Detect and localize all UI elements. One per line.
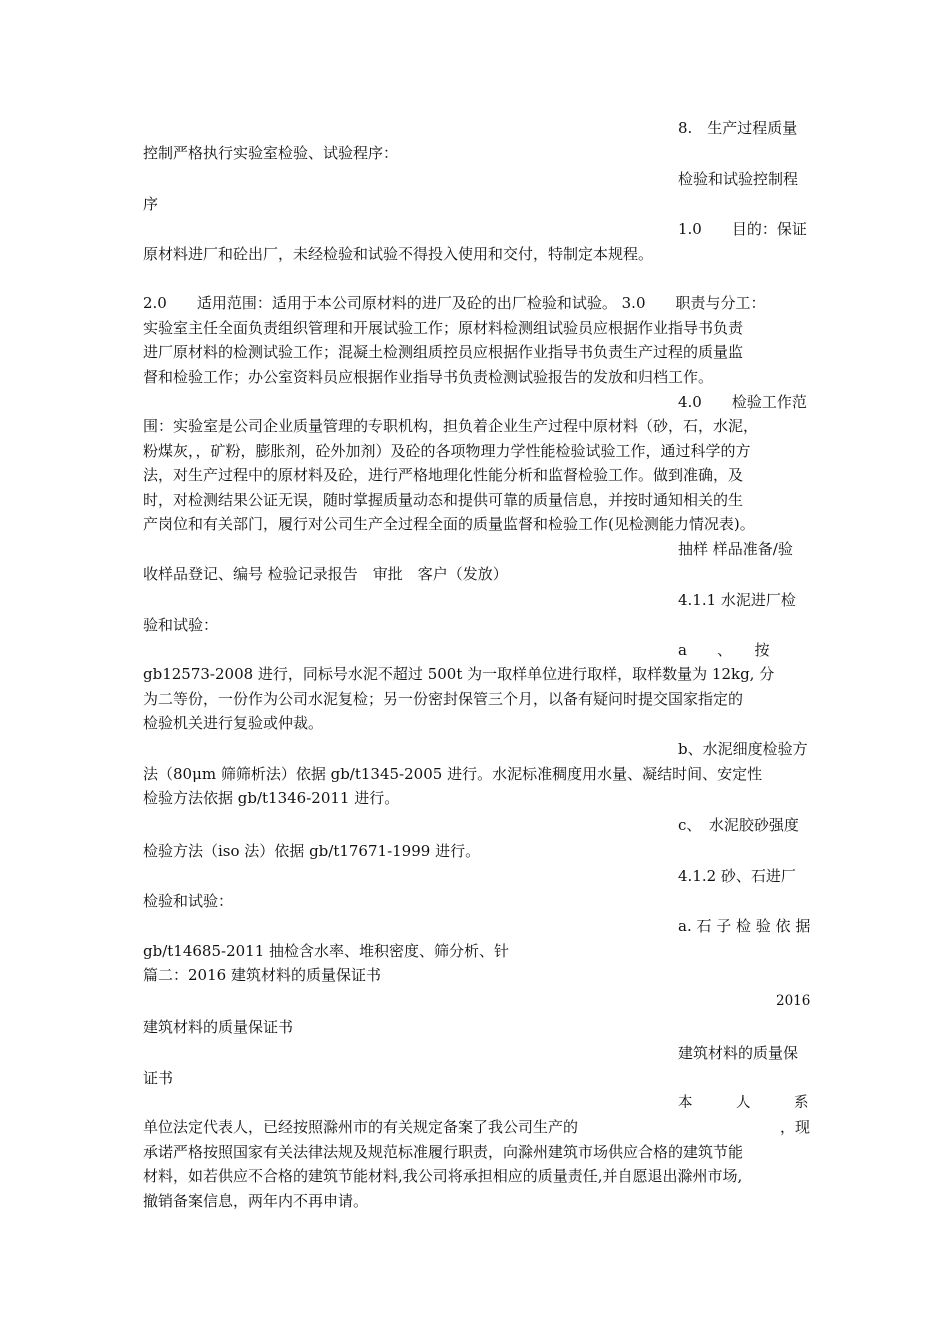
text-line: 承诺严格按照国家有关法律法规及规范标准履行职责，向滁州建筑市场供应合格的建筑节能 — [143, 1143, 744, 1161]
text-line: 撤销备案信息，两年内不再申请。 — [143, 1192, 369, 1210]
text-line: 法，对生产过程中的原材料及砼，进行严格地理化性能分析和监督检验工作。做到准确，及 — [143, 466, 744, 484]
text-line: 控制严格执行实验室检验、试验程序： — [143, 144, 399, 162]
text-line: 检验和试验： — [143, 892, 234, 910]
text-line: 单位法定代表人，已经按照滁州市的有关规定备案了我公司生产的 — [143, 1118, 579, 1136]
text-line: gb/t14685-2011 抽检含水率、堆积密度、筛分析、针 — [143, 942, 510, 960]
text-line: 4.0 检验工作范 — [678, 393, 807, 411]
text-line: 检验和试验控制程 — [678, 170, 799, 188]
text-line: 抽样 样品准备/验 — [678, 540, 793, 558]
text-line: 材料，如若供应不合格的建筑节能材料,我公司将承担相应的质量责任,并自愿退出滁州市场, — [143, 1167, 743, 1185]
text-line: a. 石 子 检 验 依 据 — [678, 917, 811, 935]
text-line: 为二等份，一份作为公司水泥复检；另一份密封保管三个月，以备有疑问时提交国家指定的 — [143, 690, 744, 708]
text-line: gb12573-2008 进行，同标号水泥不超过 500t 为一取样单位进行取样，取样数量为 12kg, 分 — [143, 665, 775, 683]
text-line: 建筑材料的质量保证书 — [143, 1018, 294, 1036]
text-line: 法（80μm 筛筛析法）依据 gb/t1345-2005 进行。水泥标准稠度用水量、凝结时间、安定性 — [143, 765, 763, 783]
text-line: 4.1.2 砂、石进厂 — [678, 867, 796, 885]
text-line: 4.1.1 水泥进厂检 — [678, 591, 796, 609]
text-line: a 、 按 — [678, 641, 770, 659]
text-line: 粉煤灰，，矿粉，膨胀剂，砼外加剂）及砼的各项物理力学性能检验试验工作，通过科学的方 — [143, 442, 751, 460]
text-line: 2.0 适用范围：适用于本公司原材料的进厂及砼的出厂检验和试验。 3.0 职责与分工： — [143, 294, 766, 312]
text-line: 8. 生产过程质量 — [678, 119, 798, 137]
text-line: c、 水泥胶砂强度 — [678, 816, 799, 834]
text-line: 收样品登记、编号 检验记录报告 审批 客户（发放） — [143, 565, 508, 583]
text-line: 建筑材料的质量保 — [678, 1044, 799, 1062]
text-line: 产岗位和有关部门，履行对公司生产全过程全面的质量监督和检验工作(见检测能力情况表)。 — [143, 515, 755, 533]
text-line: 进厂原材料的检测试验工作；混凝土检测组质控员应根据作业指导书负责生产过程的质量监 — [143, 343, 744, 361]
text-line: 检验机关进行复验或仲裁。 — [143, 714, 324, 732]
text-line: ，现 — [779, 1118, 810, 1136]
text-line: 围：实验室是公司企业质量管理的专职机构，担负着企业生产过程中原材料（砂，石，水泥， — [143, 417, 759, 435]
text-line: 证书 — [143, 1069, 174, 1087]
text-line: b、水泥细度检验方 — [678, 740, 808, 758]
text-line: 2016 — [776, 993, 811, 1009]
text-line: 检验方法依据 gb/t1346-2011 进行。 — [143, 789, 400, 807]
text-line: 篇二：2016 建筑材料的质量保证书 — [143, 966, 381, 984]
text-line: 检验方法（iso 法）依据 gb/t17671-1999 进行。 — [143, 842, 481, 860]
text-line: 原材料进厂和砼出厂，未经检验和试验不得投入使用和交付，特制定本规程。 — [143, 245, 654, 263]
text-line: 实验室主任全面负责组织管理和开展试验工作；原材料检测组试验员应根据作业指导书负责 — [143, 319, 744, 337]
text-line: 时，对检测结果公证无误，随时掌握质量动态和提供可靠的质量信息，并按时通知相关的生 — [143, 491, 744, 509]
text-line: 序 — [143, 195, 159, 213]
text-line: 督和检验工作；办公室资料员应根据作业指导书负责检测试验报告的发放和归档工作。 — [143, 368, 714, 386]
text-line: 本 人 系 — [678, 1095, 809, 1111]
text-line: 1.0 目的：保证 — [678, 220, 807, 238]
text-line: 验和试验： — [143, 616, 219, 634]
